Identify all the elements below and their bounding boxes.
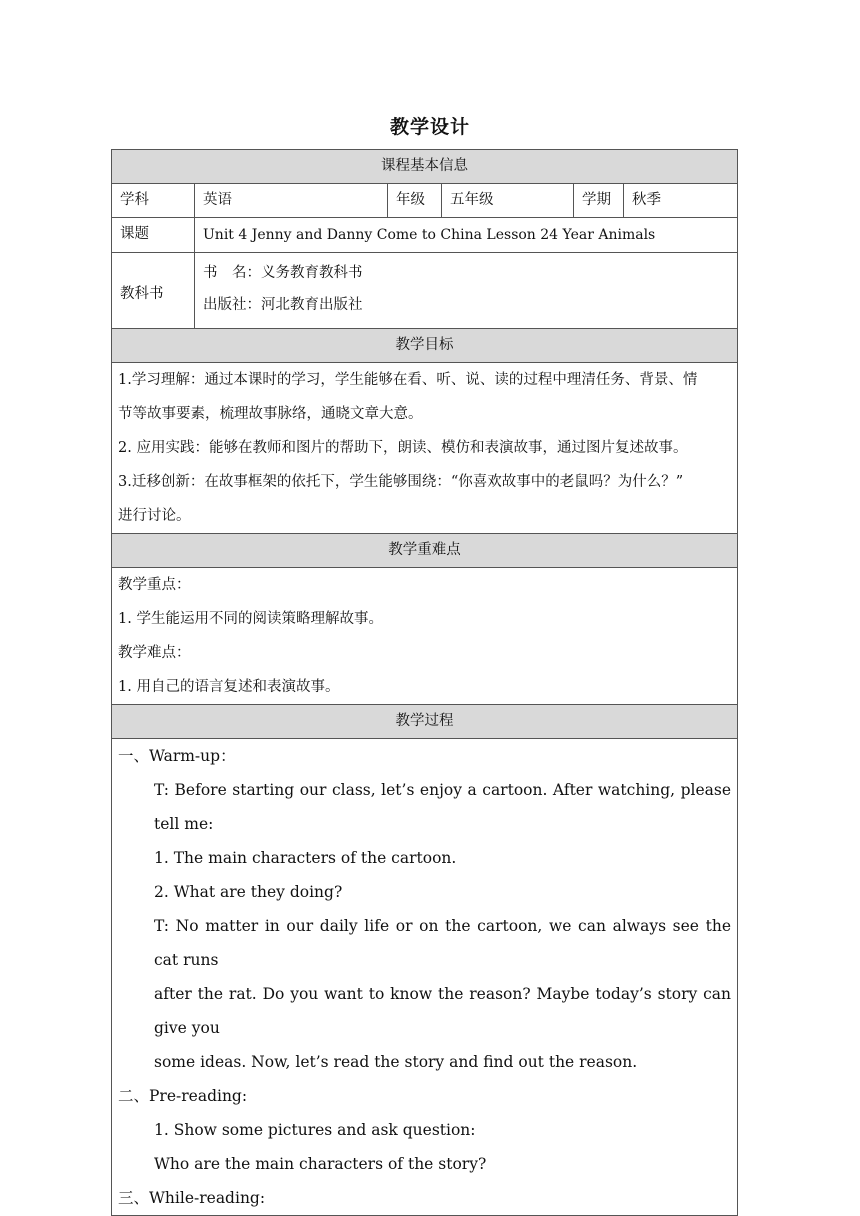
term-label: 学期 bbox=[574, 184, 624, 218]
grade-label: 年级 bbox=[388, 184, 442, 218]
process-header: 教学过程 bbox=[112, 705, 738, 739]
key-point-line: 教学重点： bbox=[118, 577, 191, 593]
objective-line: 2. 应用实践：能够在教师和图片的帮助下，朗读、模仿和表演故事，通过图片复述故事。 bbox=[118, 440, 688, 456]
process-line: T: Before starting our class, let’s enjoy a cartoon. After watching, please tell me: bbox=[154, 781, 732, 833]
grade-value: 五年级 bbox=[442, 184, 574, 218]
objectives-header-row bbox=[112, 329, 738, 363]
textbook-name: 书 名：义务教育教科书 bbox=[203, 264, 363, 281]
term-value: 秋季 bbox=[624, 184, 738, 218]
lesson-design-table bbox=[111, 149, 738, 1216]
objectives-header: 教学目标 bbox=[112, 329, 738, 363]
prereading-title: 二、Pre-reading: bbox=[118, 1087, 248, 1105]
key-points-row bbox=[112, 568, 738, 705]
subject-value: 英语 bbox=[195, 184, 388, 218]
objective-line: 3.迁移创新：在故事框架的依托下，学生能够围绕：“你喜欢故事中的老鼠吗？为什么？” bbox=[118, 474, 684, 490]
topic-value: Unit 4 Jenny and Danny Come to China Lesson 24 Year Animals bbox=[195, 218, 738, 253]
process-line: 2. What are they doing? bbox=[154, 883, 343, 901]
process-line: Who are the main characters of the story? bbox=[154, 1155, 487, 1173]
objective-line: 节等故事要素，梳理故事脉络，通晓文章大意。 bbox=[118, 406, 423, 422]
page-title: 教学设计 bbox=[389, 116, 470, 138]
process-line: some ideas. Now, let’s read the story and find out the reason. bbox=[154, 1053, 638, 1071]
subject-row bbox=[112, 184, 738, 218]
textbook-row bbox=[112, 253, 738, 329]
textbook-info bbox=[195, 253, 738, 329]
basic-info-header-row bbox=[112, 150, 738, 184]
key-points-header: 教学重难点 bbox=[112, 534, 738, 568]
key-point-line: 1. 学生能运用不同的阅读策略理解故事。 bbox=[118, 611, 383, 627]
topic-row bbox=[112, 218, 738, 253]
key-point-line: 教学难点： bbox=[118, 645, 191, 661]
objective-line: 1.学习理解：通过本课时的学习，学生能够在看、听、说、读的过程中理清任务、背景、情 bbox=[118, 372, 698, 388]
subject-label: 学科 bbox=[112, 184, 195, 218]
process-line: 1. The main characters of the cartoon. bbox=[154, 849, 457, 867]
basic-info-header: 课程基本信息 bbox=[112, 150, 738, 184]
process-line: T: No matter in our daily life or on the cartoon, we can always see the cat runs bbox=[154, 917, 732, 969]
key-points-header-row bbox=[112, 534, 738, 568]
textbook-label: 教科书 bbox=[112, 253, 195, 329]
process-header-row bbox=[112, 705, 738, 739]
objective-line: 进行讨论。 bbox=[118, 508, 191, 524]
process-line: after the rat. Do you want to know the reason? Maybe today’s story can give you bbox=[154, 985, 732, 1037]
objectives-row bbox=[112, 363, 738, 534]
key-points-content bbox=[112, 568, 738, 705]
process-content bbox=[112, 739, 738, 1216]
process-row bbox=[112, 739, 738, 1216]
whilereading-title: 三、While-reading: bbox=[118, 1189, 266, 1207]
warmup-title: 一、Warm-up： bbox=[118, 747, 236, 765]
textbook-publisher: 出版社：河北教育出版社 bbox=[203, 296, 363, 313]
topic-label: 课题 bbox=[112, 218, 195, 253]
process-line: 1. Show some pictures and ask question: bbox=[154, 1121, 476, 1139]
objectives-content bbox=[112, 363, 738, 534]
key-point-line: 1. 用自己的语言复述和表演故事。 bbox=[118, 679, 340, 695]
